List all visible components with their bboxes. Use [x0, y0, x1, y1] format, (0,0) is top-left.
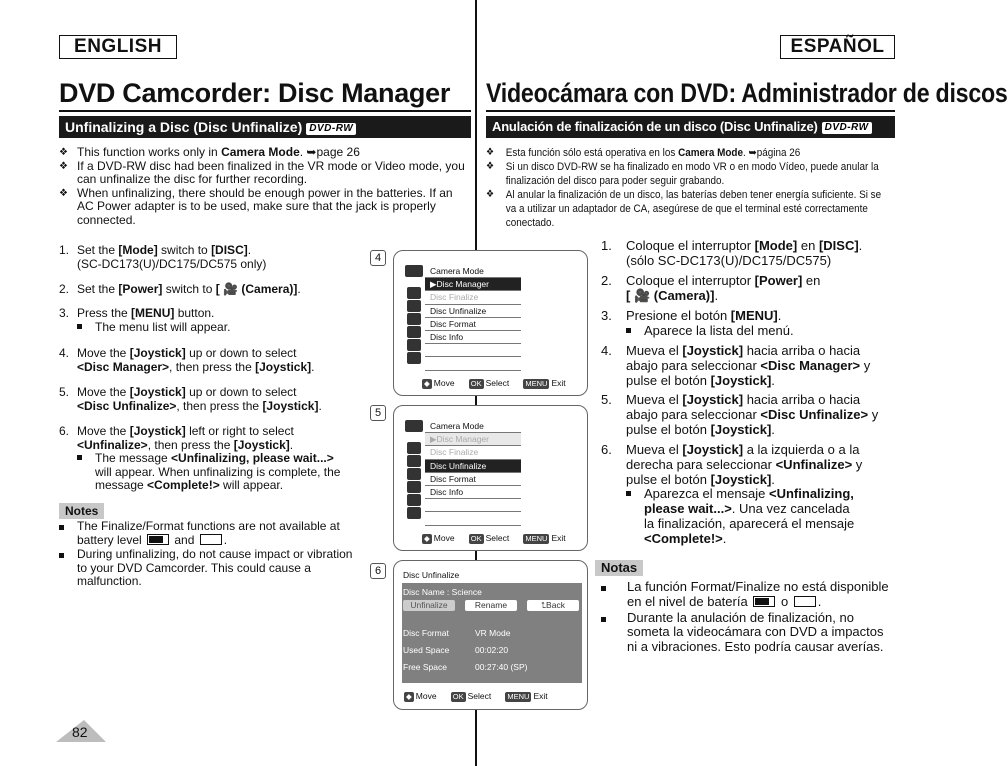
- menu-list: [425, 420, 521, 526]
- notes-label-en: Notes: [59, 503, 104, 519]
- section-title-en: Unfinalizing a Disc (Disc Unfinalize): [65, 119, 303, 135]
- step-4: 4. Mueva el [Joystick] hacia arriba o hacia abajo para seleccionar <Disc Manager> y pulse el botón [Joystick].: [601, 343, 871, 388]
- menu-item: Disc Format: [425, 473, 521, 486]
- step-2: 2. Set the [Power] switch to [ 🎥 (Camera)].: [59, 282, 301, 296]
- tv-icon: [407, 494, 421, 506]
- square-bullet-icon: [626, 328, 631, 333]
- title-rule-es: [486, 110, 895, 112]
- notes-label-es: Notas: [595, 560, 643, 576]
- unfinalize-button[interactable]: Unfinalize: [403, 600, 455, 611]
- clover-bullet-icon: ❖: [486, 147, 495, 158]
- photo-icon: [407, 468, 421, 480]
- rename-button[interactable]: Rename: [465, 600, 517, 611]
- section-header-es: [486, 116, 895, 138]
- note-item: La función Format/Finalize no está disponible en el nivel de batería o .: [601, 580, 896, 610]
- notes-en: [59, 520, 359, 589]
- note-item: Durante la anulación de finalización, no someta la videocámara con DVD a impactos ni a vibraciones. Esto podría causar averías.: [601, 611, 896, 655]
- info-label: Free Space: [403, 662, 447, 672]
- page-number-text: 82: [72, 724, 88, 740]
- back-button[interactable]: ⮤Back: [527, 600, 579, 611]
- battery-half-icon: [147, 534, 169, 545]
- section-header-en: [59, 116, 471, 138]
- info-label: Disc Format: [403, 628, 449, 638]
- step-1: 1. Coloque el interruptor [Mode] en [DISC]. (sólo SC-DC173(U)/DC175/DC575): [601, 238, 863, 268]
- section-title-es: Anulación de finalización de un disco (Disc Unfinalize): [492, 119, 818, 134]
- intro-bold: Camera Mode: [678, 147, 743, 159]
- intro-es: [486, 146, 891, 230]
- info-label: Used Space: [403, 645, 450, 655]
- menu-item: Disc Info: [425, 486, 521, 499]
- info-value: VR Mode: [475, 628, 511, 638]
- step-3: 3. Press the [MENU] button. The menu list will appear.: [59, 306, 231, 334]
- screen-footer: ◆ Move OK Select MENU Exit: [424, 378, 566, 388]
- square-bullet-icon: [601, 617, 606, 622]
- camera-icon: [405, 420, 423, 432]
- screen-unfinalize-dialog: [393, 560, 588, 710]
- square-bullet-icon: [59, 525, 64, 530]
- screen-disc-unfinalize-menu: [393, 405, 588, 551]
- battery-empty-icon: [794, 596, 816, 607]
- menu-item: Camera Mode: [425, 420, 521, 433]
- settings-icon: [407, 352, 421, 364]
- square-bullet-icon: [77, 455, 82, 460]
- intro-item: [486, 188, 891, 230]
- battery-half-icon: [753, 596, 775, 607]
- step-6: 6. Mueva el [Joystick] a la izquierda o a la derecha para seleccionar <Unfinalize> y pulse el botón [Joystick]. Aparezca el mensaje <Unfinalizing, please wait...>. Una vez cancelada la finalización, aparecerá el mensaje <Complete!>.: [601, 442, 863, 546]
- menu-item: Disc Info: [425, 331, 521, 344]
- photo-icon: [407, 313, 421, 325]
- square-bullet-icon: [601, 586, 606, 591]
- step-3: 3. Presione el botón [MENU]. Aparece la lista del menú.: [601, 308, 794, 338]
- intro-item: [59, 160, 471, 187]
- intro-text: Al anular la finalización de un disco, las baterías deben tener energía suficiente. Si se va a utilizar un adaptador de CA, asegúrese de que el terminal esté correctamente conectado.: [505, 189, 882, 229]
- menu-item-selected: ▶Disc Manager: [425, 278, 521, 291]
- step-1: 1. Set the [Mode] switch to [DISC]. (SC-DC173(U)/DC175/DC575 only): [59, 243, 267, 271]
- step-6: 6. Move the [Joystick] left or right to select <Unfinalize>, then press the [Joystick]. The message <Unfinalizing, please wait...> will appear. When unfinalizing is complete, the message <Complete!> will appear.: [59, 424, 341, 493]
- intro-text: . ➥página 26: [742, 147, 801, 159]
- disc-icon: [407, 287, 421, 299]
- menu-icon-column: [404, 420, 424, 520]
- info-value: 00:02:20: [475, 645, 509, 655]
- intro-item: [486, 146, 891, 160]
- page-title-es: Videocámara con DVD: Administrador de discos: [486, 78, 1008, 108]
- intro-item: [59, 187, 471, 228]
- step-5: 5. Mueva el [Joystick] hacia arriba o hacia abajo para seleccionar <Disc Unfinalize> y pulse el botón [Joystick].: [601, 392, 879, 437]
- intro-item: [486, 160, 891, 188]
- info-value: 00:27:40 (SP): [475, 662, 528, 672]
- menu-item-selected: Disc Unfinalize: [425, 460, 521, 473]
- clover-bullet-icon: ❖: [59, 187, 68, 199]
- intro-text: Si un disco DVD-RW se ha finalizado en modo VR o en modo Vídeo, puede anular la finalización del disco para poder seguir grabando.: [505, 161, 879, 187]
- intro-text: When unfinalizing, there should be enough power in the batteries. If an AC Power adapter is to be used, make sure that the jack is properly connected.: [77, 185, 453, 227]
- step-number-6: 6: [370, 563, 386, 579]
- joystick-icon: ◆: [424, 379, 430, 388]
- square-bullet-icon: [59, 553, 64, 558]
- sound-icon: [407, 326, 421, 338]
- screen-footer: ◆ Move OK Select MENU Exit: [424, 533, 566, 543]
- step-2: 2. Coloque el interruptor [Power] en [ 🎥 (Camera)].: [601, 273, 821, 303]
- title-rule-en: [59, 110, 471, 112]
- espanol-label: ESPAÑOL: [780, 35, 895, 59]
- dvd-rw-badge: DVD-RW: [306, 123, 356, 135]
- screen-disc-manager: [393, 250, 588, 396]
- english-label: ENGLISH: [59, 35, 177, 59]
- intro-item: [59, 146, 471, 160]
- joystick-icon: ◆: [424, 534, 430, 543]
- menu-icon-column: [404, 265, 424, 365]
- disc-name: Disc Name : Science: [403, 587, 482, 597]
- camera-icon: [405, 265, 423, 277]
- battery-empty-icon: [200, 534, 222, 545]
- sound-icon: [407, 481, 421, 493]
- step-4: 4. Move the [Joystick] up or down to select <Disc Manager>, then press the [Joystick].: [59, 346, 315, 374]
- dvd-rw-badge: DVD-RW: [822, 122, 872, 134]
- note-item: During unfinalizing, do not cause impact or vibration to your DVD Camcorder. This could cause a malfunction.: [59, 548, 359, 589]
- disc-icon: [407, 442, 421, 454]
- intro-en: [59, 146, 471, 228]
- page-number: [56, 720, 106, 742]
- square-bullet-icon: [626, 491, 631, 496]
- dialog-panel: [402, 583, 582, 683]
- intro-text: Esta función sólo está operativa en los: [505, 147, 679, 159]
- notes-es: [601, 580, 896, 655]
- menu-item: ▶Disc Manager: [425, 433, 521, 446]
- square-bullet-icon: [77, 324, 82, 329]
- clover-bullet-icon: ❖: [486, 161, 495, 172]
- settings-icon: [407, 507, 421, 519]
- menu-item: Disc Unfinalize: [425, 305, 521, 318]
- intro-bold: Camera Mode: [221, 145, 300, 159]
- menu-item: Disc Finalize: [425, 291, 521, 304]
- dialog-title: Disc Unfinalize: [403, 570, 460, 580]
- step-5: 5. Move the [Joystick] up or down to select <Disc Unfinalize>, then press the [Joystick].: [59, 385, 322, 413]
- step-number-5: 5: [370, 405, 386, 421]
- menu-item: Camera Mode: [425, 265, 521, 278]
- clover-bullet-icon: ❖: [59, 160, 68, 172]
- menu-item: Disc Finalize: [425, 446, 521, 459]
- note-item: The Finalize/Format functions are not available at battery level and .: [59, 520, 359, 547]
- clover-bullet-icon: ❖: [486, 189, 495, 200]
- intro-text: If a DVD-RW disc had been finalized in the VR mode or Video mode, you can unfinalize the disc for further recording.: [77, 158, 465, 187]
- page-title-en: DVD Camcorder: Disc Manager: [59, 78, 451, 108]
- record-icon: [407, 300, 421, 312]
- joystick-icon: ◆: [406, 692, 412, 701]
- tv-icon: [407, 339, 421, 351]
- menu-item: Disc Format: [425, 318, 521, 331]
- intro-text: . ➥page 26: [299, 145, 360, 159]
- record-icon: [407, 455, 421, 467]
- menu-list: [425, 265, 521, 371]
- clover-bullet-icon: ❖: [59, 147, 68, 158]
- screen-footer: ◆ Move OK Select MENU Exit: [406, 691, 548, 701]
- intro-text: This function works only in: [77, 145, 222, 159]
- step-number-4: 4: [370, 250, 386, 266]
